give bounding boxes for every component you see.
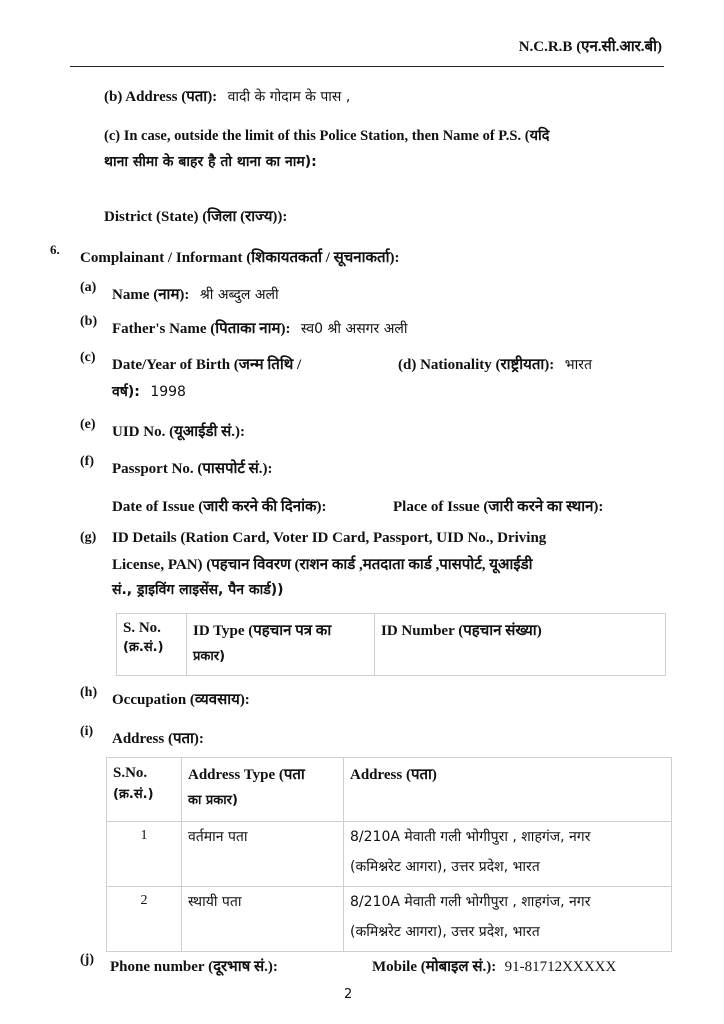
occurrence-address-row	[104, 86, 350, 106]
date-of-issue-label: Date of Issue (जारी करने की दिनांक):	[112, 499, 327, 515]
address-table-header-row	[107, 758, 672, 822]
nationality-row	[398, 354, 592, 374]
marker-b: (b)	[80, 314, 98, 329]
address-value-header: Address (पता)	[344, 758, 672, 822]
id-details-line2: License, PAN) (पहचान विवरण (राशन कार्ड ,मतदाता कार्ड ,पासपोर्ट, यूआईडी	[112, 557, 533, 573]
address-type-header: Address Type (पता का प्रकार)	[182, 758, 344, 822]
document-header	[519, 36, 662, 56]
header-rule	[70, 66, 664, 67]
page-number: 2	[344, 987, 353, 1002]
address-row	[107, 887, 672, 952]
marker-c: (c)	[80, 350, 96, 365]
mobile-value: 91-81712XXXXX	[504, 959, 617, 975]
father-value: स्व0 श्री असगर अली	[300, 321, 408, 337]
address-row-value: 8/210A मेवाती गली भोगीपुरा , शाहगंज, नगर (कमिश्नरेट आगरा), उत्तर प्रदेश, भारत	[344, 887, 672, 952]
marker-g: (g)	[80, 530, 97, 545]
address-table	[106, 757, 672, 952]
occupation-label: Occupation (व्यवसाय):	[112, 692, 250, 708]
uid-label: UID No. (यूआईडी सं.):	[112, 424, 246, 440]
nationality-value: भारत	[564, 357, 592, 373]
dob-row	[112, 382, 186, 401]
address-row-value: 8/210A मेवाती गली भोगीपुरा , शाहगंज, नगर (कमिश्नरेट आगरा), उत्तर प्रदेश, भारत	[344, 822, 672, 887]
name-row	[112, 284, 279, 304]
marker-j: (j)	[80, 952, 94, 967]
address-row	[107, 822, 672, 887]
id-table-sno-header: S. No. (क्र.सं.)	[117, 614, 187, 676]
nationality-label: (d) Nationality (राष्ट्रीयता):	[398, 357, 555, 373]
marker-h: (h)	[80, 685, 98, 700]
name-label: Name (नाम):	[112, 287, 190, 303]
father-label: Father's Name (पिताका नाम):	[112, 321, 291, 337]
phone-label: Phone number (दूरभाष सं.):	[110, 959, 278, 975]
district-label: District (State) (जिला (राज्य)):	[104, 209, 288, 225]
outside-ps-line2: थाना सीमा के बाहर है तो थाना का नाम):	[104, 154, 317, 170]
dob-value: 1998	[150, 384, 186, 400]
header-title: N.C.R.B (एन.सी.आर.बी)	[518, 39, 662, 55]
dob-label-line2: वर्ष):	[112, 384, 140, 400]
occurrence-address-label: (b) Address (पता):	[104, 89, 218, 105]
address-row-sno: 1	[107, 822, 182, 887]
marker-f: (f)	[80, 454, 94, 469]
occurrence-address-value: वादी के गोदाम के पास ,	[227, 89, 351, 105]
id-table-number-header: ID Number (पहचान संख्या)	[375, 614, 666, 676]
section-number: 6.	[50, 242, 60, 257]
address-row-sno: 2	[107, 887, 182, 952]
id-table-type-header: ID Type (पहचान पत्र का प्रकार)	[187, 614, 375, 676]
address-label: Address (पता):	[112, 731, 204, 747]
outside-ps-line1: (c) In case, outside the limit of this Police Station, then Name of P.S. (यदि	[104, 128, 550, 144]
marker-a: (a)	[80, 280, 97, 295]
address-sno-header: S.No. (क्र.सं.)	[107, 758, 182, 822]
marker-i: (i)	[80, 724, 94, 739]
passport-label: Passport No. (पासपोर्ट सं.):	[112, 461, 273, 477]
mobile-label: Mobile (मोबाइल सं.):	[372, 959, 497, 975]
address-row-type: वर्तमान पता	[182, 822, 344, 887]
address-row-type: स्थायी पता	[182, 887, 344, 952]
place-of-issue-label: Place of Issue (जारी करने का स्थान):	[393, 499, 604, 515]
id-details-line3: सं., ड्राइविंग लाइसेंस, पैन कार्ड))	[112, 582, 284, 598]
complainant-heading: Complainant / Informant (शिकायतकर्ता / सूचनाकर्ता):	[80, 250, 400, 266]
dob-label-line1: Date/Year of Birth (जन्म तिथि /	[112, 357, 302, 373]
father-row	[112, 318, 408, 338]
id-table-header-row	[117, 614, 666, 676]
id-details-line1: ID Details (Ration Card, Voter ID Card, Passport, UID No., Driving	[112, 530, 547, 546]
mobile-row	[372, 956, 616, 976]
name-value: श्री अब्दुल अली	[199, 287, 279, 303]
marker-e: (e)	[80, 417, 96, 432]
id-details-table	[116, 613, 666, 676]
